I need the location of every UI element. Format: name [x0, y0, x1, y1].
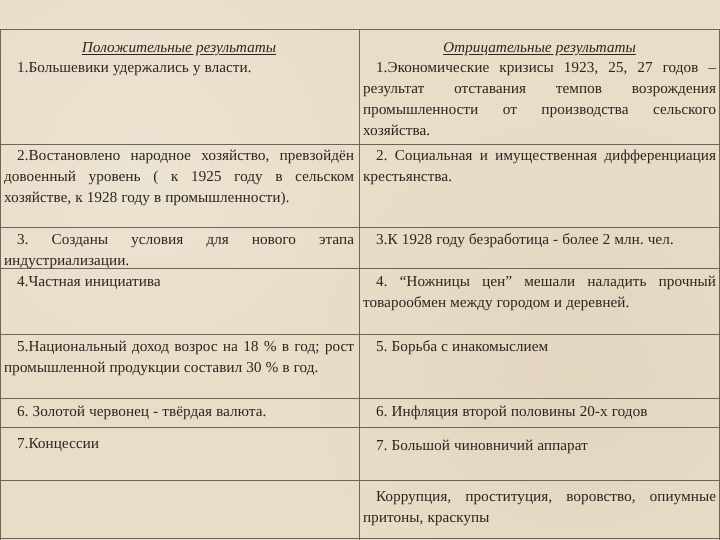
positive-result-2: 2.Востановлено народное хозяйство, превзойдён довоенный уровень ( к 1925 году в сельском хозяйстве, к 1928 году в промышленности). — [4, 147, 354, 206]
negative-result-6: 6. Инфляция второй половины 20-х годов — [376, 403, 648, 420]
table-top-border — [0, 29, 720, 30]
row-divider-4 — [0, 334, 720, 335]
positive-result-4: 4.Частная инициатива — [17, 273, 161, 290]
row-divider-6 — [0, 427, 720, 428]
positive-result-3: 3. Созданы условия для нового этапа индустриализации. — [4, 231, 354, 269]
negative-result-2: 2. Социальная и имущественная дифференциация крестьянства. — [363, 147, 716, 185]
column-divider — [359, 29, 360, 540]
row-divider-2 — [0, 227, 720, 228]
negative-result-4: 4. “Ножницы цен” мешали наладить прочный товарообмен между городом и деревней. — [363, 273, 716, 311]
row-divider-7 — [0, 480, 720, 481]
row-divider-5 — [0, 398, 720, 399]
positive-result-6: 6. Золотой червонец - твёрдая валюта. — [17, 403, 267, 420]
negative-result-7: 7. Большой чиновничий аппарат — [376, 437, 588, 454]
positive-result-5: 5.Национальный доход возрос на 18 % в год; рост промышленной продукции составил 30 % в год. — [4, 338, 354, 376]
row-divider-1 — [0, 144, 720, 145]
positive-result-7: 7.Концессии — [17, 435, 100, 452]
negative-result-8: Коррупция, проституция, воровство, опиумные притоны, краскупы — [363, 488, 716, 526]
negative-result-3: 3.К 1928 году безработица - более 2 млн. чел. — [376, 231, 674, 248]
positive-results-heading: Положительные результаты — [81, 39, 277, 56]
table-bottom-border — [0, 538, 720, 539]
table-left-border — [0, 29, 1, 540]
positive-result-1: 1.Большевики удержались у власти. — [17, 59, 252, 76]
negative-result-5: 5. Борьба с инакомыслием — [376, 338, 549, 355]
negative-results-heading: Отрицательные результаты — [443, 39, 636, 56]
negative-result-1: 1.Экономические кризисы 1923, 25, 27 годов – результат отставания темпов возрождения промышленности от производства сельского хозяйства. — [363, 59, 716, 139]
